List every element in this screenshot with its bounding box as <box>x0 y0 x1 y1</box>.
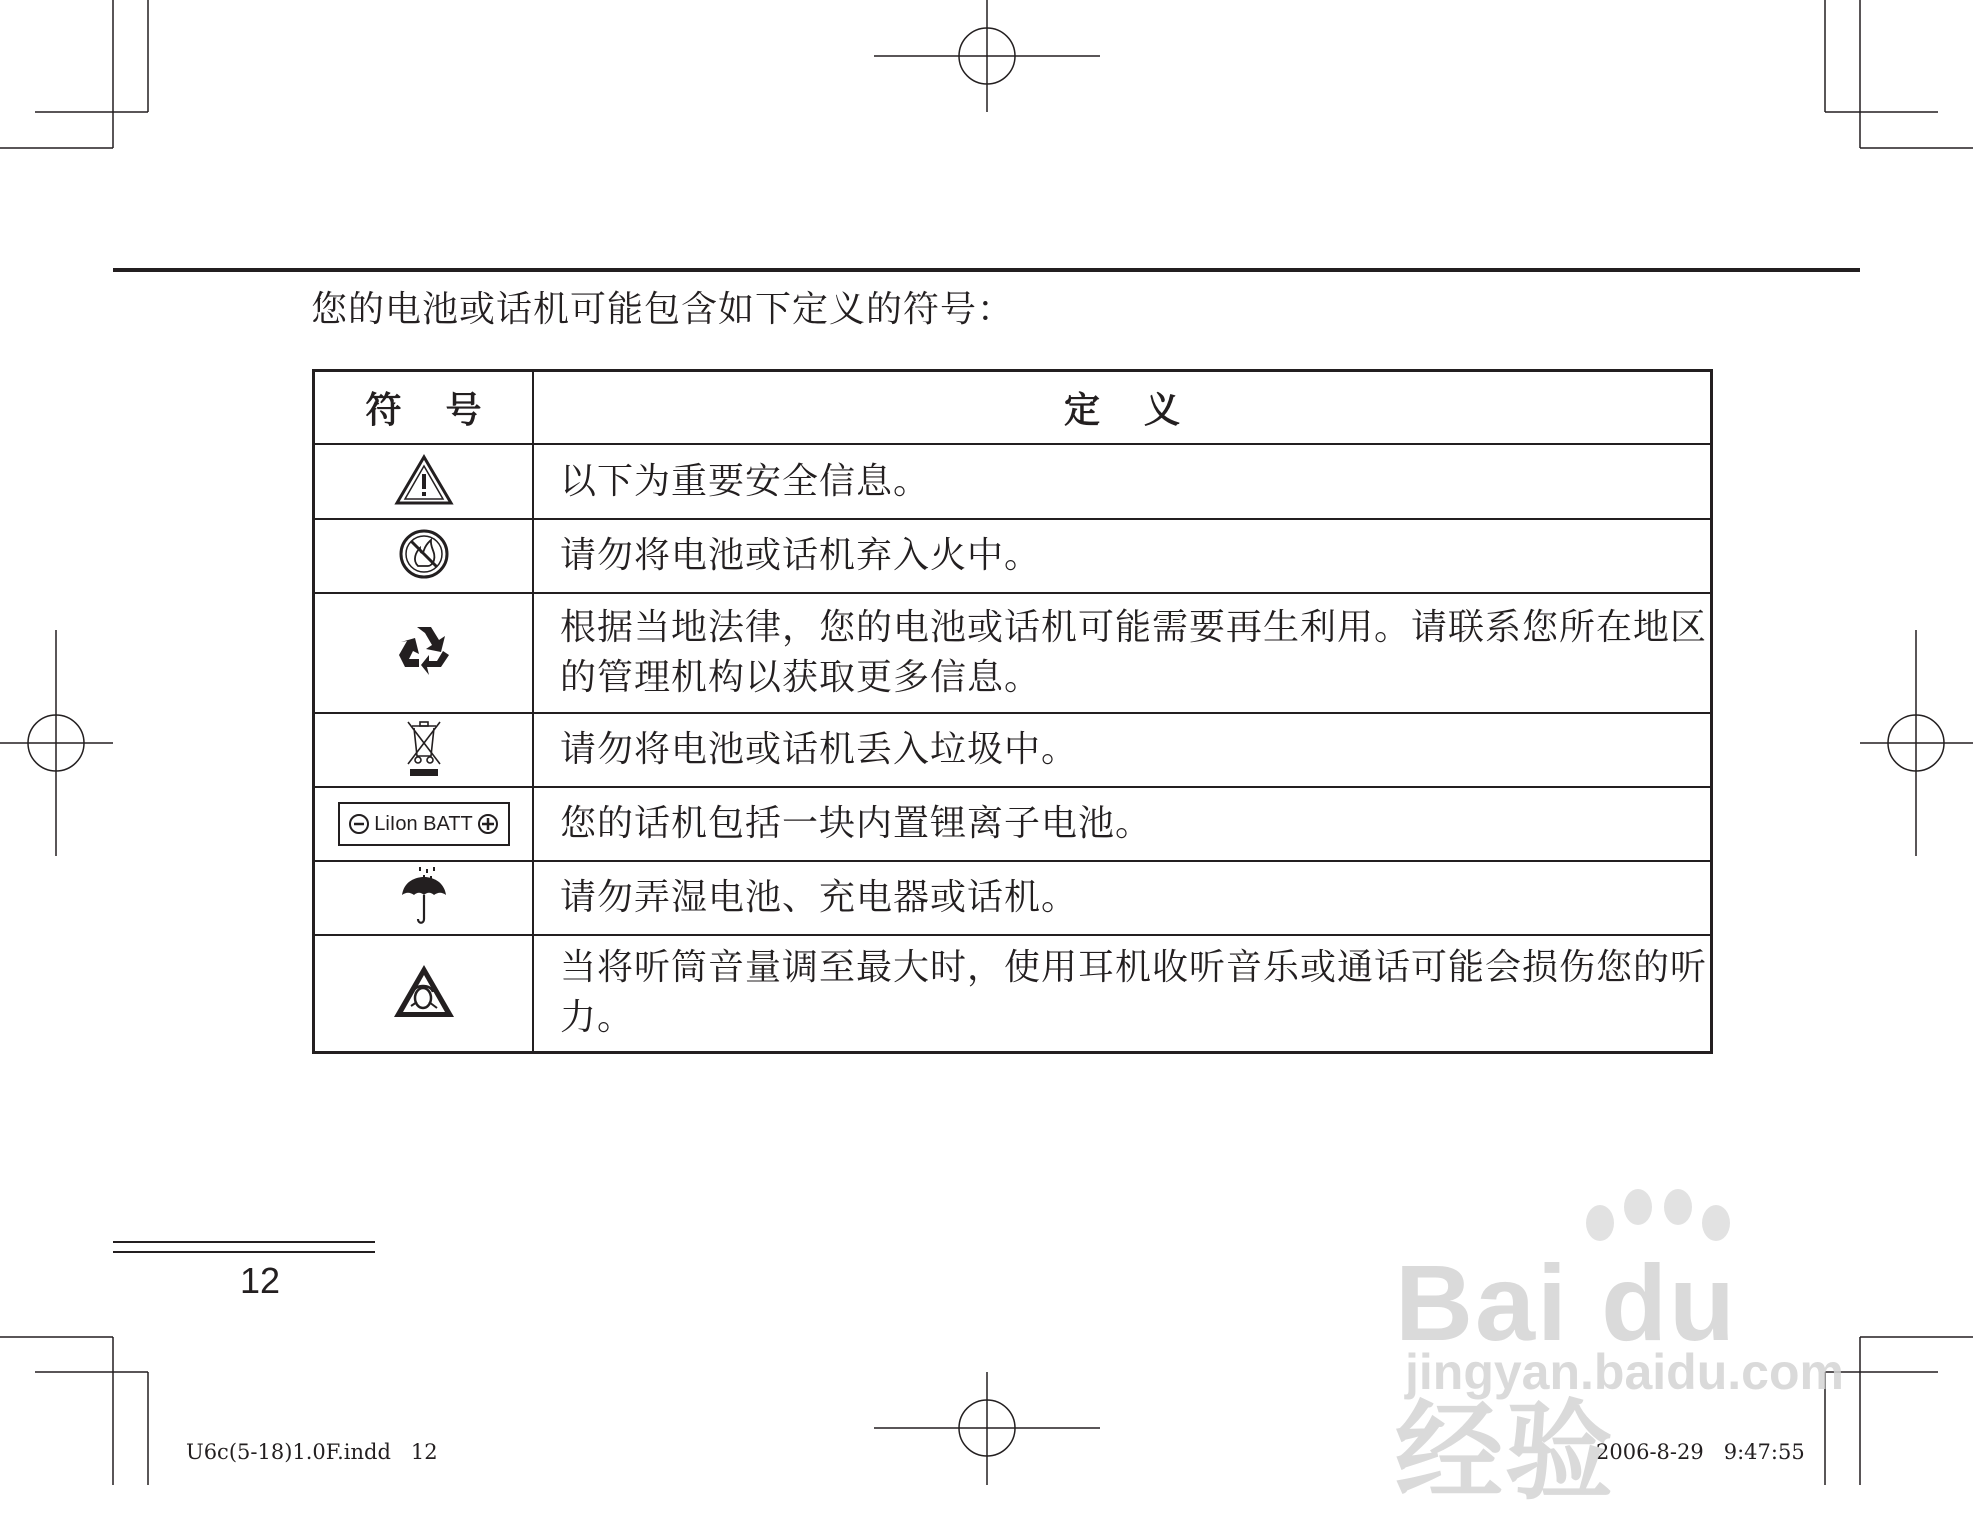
definition-text: 请勿将电池或话机弃入火中。 <box>533 519 1712 593</box>
header-symbol: 符 号 <box>314 371 534 445</box>
hearing-warning-icon <box>314 935 534 1052</box>
table-row <box>314 713 1712 787</box>
top-rule <box>113 268 1860 272</box>
table-row <box>314 593 1712 713</box>
definition-text: 请勿弄湿电池、充电器或话机。 <box>533 861 1712 935</box>
intro-text: 您的电池或话机可能包含如下定义的符号： <box>311 289 1015 330</box>
footer-rule <box>113 1241 375 1243</box>
minus-circle-icon <box>348 813 370 835</box>
slug-right: 2006-8-29 9:47:55 <box>1596 1440 1805 1464</box>
recycle-icon <box>314 593 534 713</box>
warning-triangle-icon <box>314 444 534 519</box>
table-row <box>314 861 1712 935</box>
table-row <box>314 519 1712 593</box>
umbrella-rain-icon <box>314 861 534 935</box>
slug-left: U6c(5-18)1.0F.indd 12 <box>186 1440 438 1464</box>
table-header-row <box>314 371 1712 445</box>
definition-text: 根据当地法律，您的电池或话机可能需要再生利用。请联系您所在地区的管理机构以获取更多信息。 <box>533 593 1712 713</box>
header-definition: 定 义 <box>533 371 1712 445</box>
definition-text: 以下为重要安全信息。 <box>533 444 1712 519</box>
definition-text: 您的话机包括一块内置锂离子电池。 <box>533 787 1712 861</box>
footer-rule <box>113 1251 375 1253</box>
table-row <box>314 935 1712 1052</box>
watermark-text: Bai du 经验 <box>1395 1242 1738 1512</box>
table-row <box>314 787 1712 861</box>
battery-label: LiIon BATT <box>374 812 473 835</box>
plus-circle-icon <box>477 813 499 835</box>
no-fire-icon <box>314 519 534 593</box>
watermark-url: jingyan.baidu.com <box>1405 1344 1844 1400</box>
definition-text: 请勿将电池或话机丢入垃圾中。 <box>533 713 1712 787</box>
definition-text: 当将听筒音量调至最大时，使用耳机收听音乐或通话可能会损伤您的听力。 <box>533 935 1712 1052</box>
table-row <box>314 444 1712 519</box>
crossed-out-bin-icon <box>314 713 534 787</box>
battery-label-icon <box>314 787 534 861</box>
symbol-table <box>312 369 1713 1054</box>
page-number: 12 <box>240 1260 281 1301</box>
